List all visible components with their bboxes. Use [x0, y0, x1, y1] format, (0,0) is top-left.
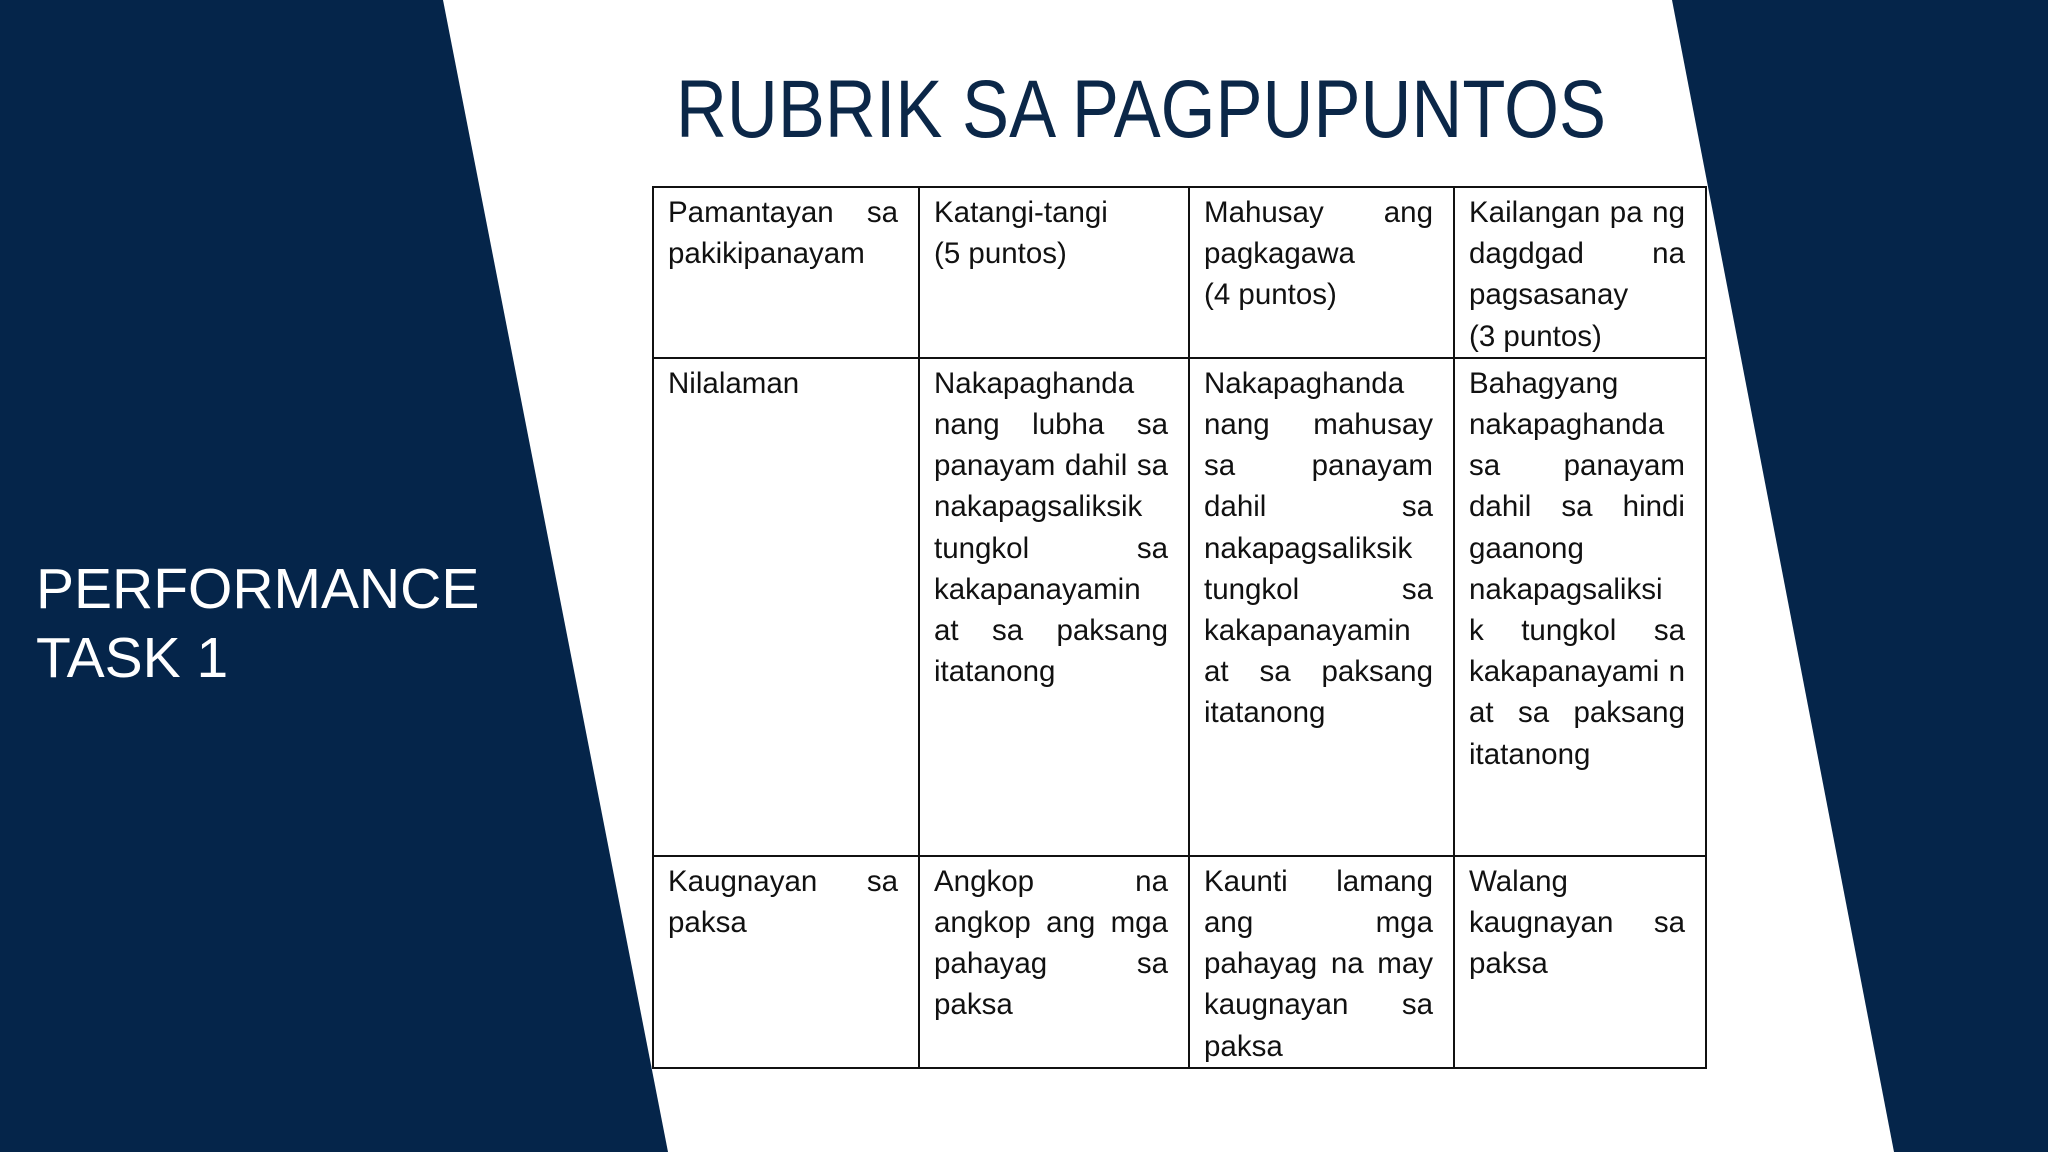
criterion-label: Kaugnayan sa paksa	[668, 864, 898, 940]
table-cell	[1189, 856, 1454, 1068]
table-cell	[919, 856, 1189, 1068]
table-cell	[653, 856, 919, 1068]
descriptor-text: Kaunti lamang ang mga pahayag na may kaugnayan sa paksa	[1204, 864, 1433, 1063]
slide-title: RUBRIK SA PAGPUPUNTOS	[676, 64, 1607, 155]
criterion-label: Nilalaman	[668, 366, 800, 400]
side-title-line-1: PERFORMANCE	[36, 557, 480, 621]
header-cell	[1454, 187, 1706, 358]
side-title	[36, 555, 479, 693]
header-level-4-label: Mahusay ang pagkagawa (4 puntos)	[1204, 196, 1433, 312]
table-cell	[653, 358, 919, 856]
table-cell	[1454, 856, 1706, 1068]
rubric-table	[652, 186, 1707, 1069]
header-cell	[1189, 187, 1454, 358]
side-title-line-2: TASK 1	[36, 626, 229, 690]
header-level-3-label: Kailangan pa ng dagdgad na pagsasanay (3 puntos)	[1469, 196, 1685, 353]
table-header-row	[653, 187, 1706, 358]
descriptor-text: Nakapaghanda nang lubha sa panayam dahil sa nakapagsaliksik tungkol sa kakapanayamin at sa paksang itatanong	[934, 366, 1168, 689]
header-level-5-label: Katangi-tangi (5 puntos)	[934, 196, 1108, 271]
descriptor-text: Bahagyang nakapaghanda sa panayam dahil sa hindi gaanong nakapagsaliksi k tungkol sa kakapanayami n at sa paksang itatanong	[1469, 366, 1685, 771]
right-navy-panel	[1672, 0, 2048, 1152]
table-row	[653, 358, 1706, 856]
descriptor-text: Angkop na angkop ang mga pahayag sa paksa	[934, 864, 1168, 1022]
header-criteria-label: Pamantayan sa pakikipanayam	[668, 196, 898, 271]
header-cell	[919, 187, 1189, 358]
descriptor-text: Nakapaghanda nang mahusay sa panayam dahil sa nakapagsaliksik tungkol sa kakapanayamin at sa paksang itatanong	[1204, 366, 1433, 730]
table-cell	[919, 358, 1189, 856]
table-cell	[1189, 358, 1454, 856]
table-cell	[1454, 358, 1706, 856]
header-cell	[653, 187, 919, 358]
descriptor-text: Walang kaugnayan sa paksa	[1469, 864, 1685, 981]
table-row	[653, 856, 1706, 1068]
